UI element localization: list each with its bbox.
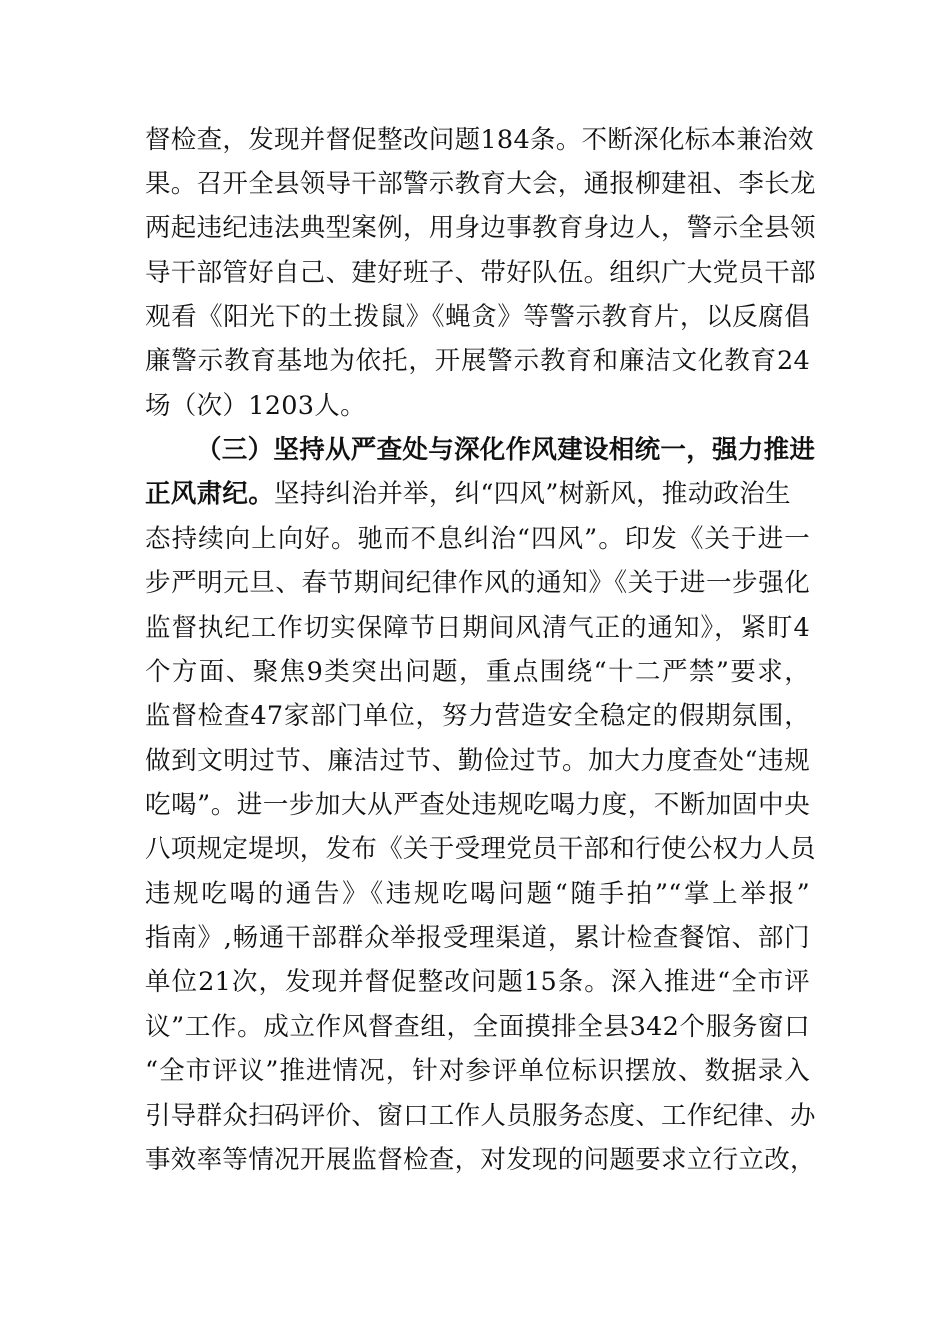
text-line: 违规吃喝的通告》《违规吃喝问题“随手拍”“掌上举报” bbox=[145, 879, 810, 909]
text-line: 引导群众扫码评价、窗口工作人员服务态度、工作纪律、办 bbox=[145, 1101, 816, 1131]
text-line: 做到文明过节、廉洁过节、勤俭过节。加大力度查处“违规 bbox=[145, 746, 810, 776]
text-line-mixed bbox=[145, 477, 810, 511]
text-line: 指南》,畅通干部群众举报受理渠道，累计检查餐馆、部门 bbox=[145, 923, 810, 953]
text-line: 事效率等情况开展监督检查，对发现的问题要求立行立改， bbox=[145, 1145, 816, 1175]
text-line: 议”工作。成立作风督查组，全面摸排全县342个服务窗口 bbox=[145, 1012, 810, 1042]
text-line: 督检查，发现并督促整改问题184条。不断深化标本兼治效 bbox=[145, 125, 814, 155]
text-line: 导干部管好自己、建好班子、带好队伍。组织广大党员干部 bbox=[145, 258, 816, 288]
text-line: 监督检查47家部门单位，努力营造安全稳定的假期氛围， bbox=[145, 701, 810, 731]
text-line: 监督执纪工作切实保障节日期间风清气正的通知》，紧盯4 bbox=[145, 613, 810, 643]
text-line: 吃喝”。进一步加大从严查处违规吃喝力度，不断加固中央 bbox=[145, 790, 810, 820]
text-line: 两起违纪违法典型案例，用身边事教育身边人，警示全县领 bbox=[145, 213, 816, 243]
text-line: 观看《阳光下的土拨鼠》《蝇贪》等警示教育片，以反腐倡 bbox=[145, 302, 810, 332]
text-line: 果。召开全县领导干部警示教育大会，通报柳建祖、李长龙 bbox=[145, 169, 816, 199]
text-line-rest: 坚持纠治并举，纠“四风”树新风，推动政治生 bbox=[274, 479, 791, 509]
text-line: 个方面、聚焦9类突出问题，重点围绕“十二严禁”要求， bbox=[145, 657, 810, 687]
text-line: 单位21次，发现并督促整改问题15条。深入推进“全市评 bbox=[145, 967, 810, 997]
text-line: 八项规定堤坝，发布《关于受理党员干部和行使公权力人员 bbox=[145, 834, 816, 864]
text-line: “全市评议”推进情况，针对参评单位标识摆放、数据录入 bbox=[145, 1056, 810, 1086]
text-line: 廉警示教育基地为依托，开展警示教育和廉洁文化教育24 bbox=[145, 346, 810, 376]
text-line: 场（次）1203人。 bbox=[145, 391, 366, 421]
section-heading-line: （三）坚持从严查处与深化作风建设相统一，强力推进 bbox=[196, 435, 816, 465]
text-line: 步严明元旦、春节期间纪律作风的通知》《关于进一步强化 bbox=[145, 568, 810, 598]
section-heading-tail: 正风肃纪。 bbox=[145, 479, 275, 509]
text-line: 态持续向上向好。驰而不息纠治“四风”。印发《关于进一 bbox=[145, 524, 810, 554]
